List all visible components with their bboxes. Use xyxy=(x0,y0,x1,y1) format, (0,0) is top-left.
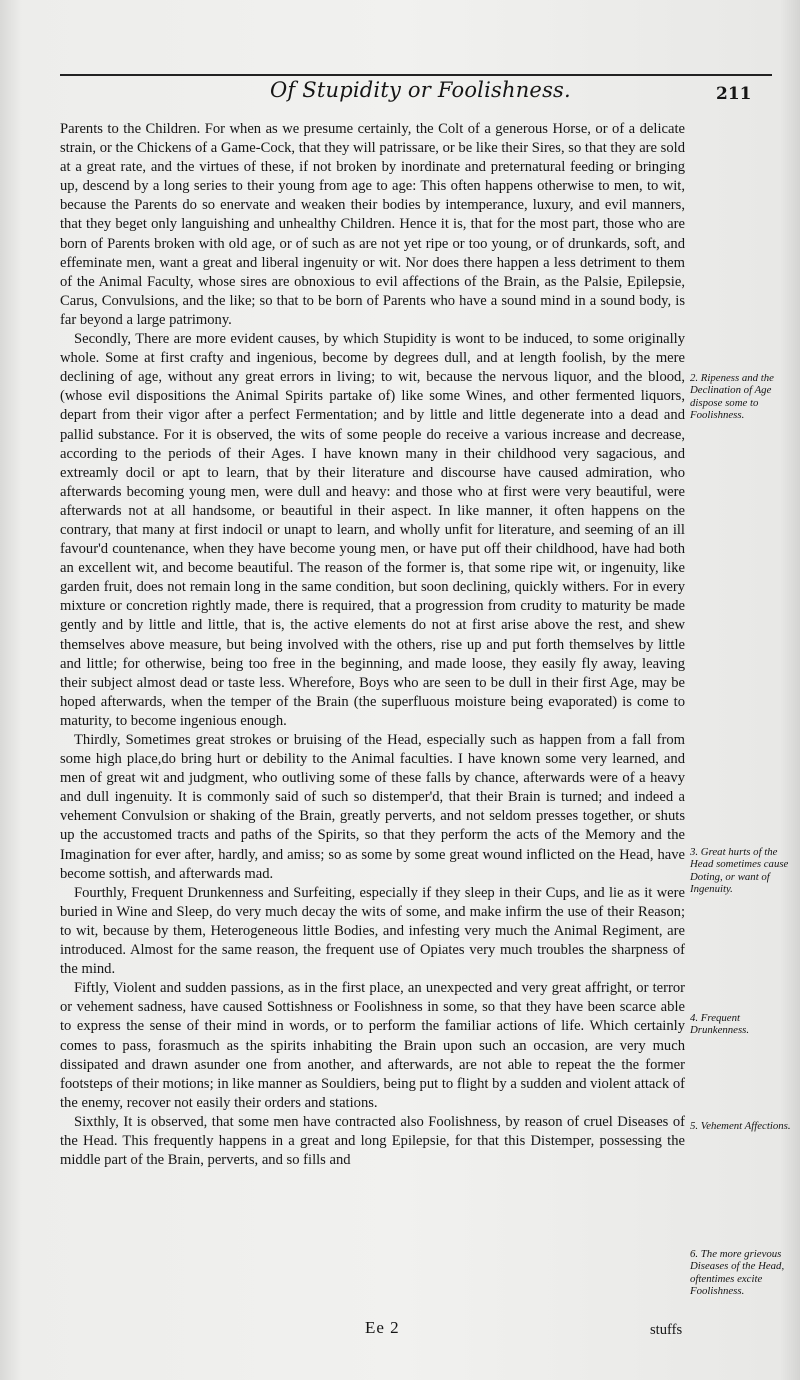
running-title: Of Stupidity or Foolishness. xyxy=(270,78,571,102)
paragraph-3: Thirdly, Sometimes great strokes or bruising of the Head, especially such as happen from a fall from some high place,do bring hurt or debility to the Animal faculties. I have known some very learned, and men of great wit and judgment, who outliving some of these falls by chance, afterwards were of a heavy and dull ingenuity. It is commonly said of such so distemper'd, that their Brain is turned; and indeed a vehement Convulsion or shaking of the Brain, greatly perverts, and not seldom presses together, or shuts up the accustomed tracts and paths of the Spirits, so that they perform the acts of the Memory and the Imagination for ever after, hardly, and amiss; so as some by some great wound inflicted on the Head, have become sottish, and afterwards mad. xyxy=(60,732,685,882)
margin-note-3: 3. Great hurts of the Head sometimes cause Doting, or want of Ingenuity. xyxy=(690,846,789,896)
catchword: stuffs xyxy=(650,1322,683,1338)
page-number: 211 xyxy=(716,84,752,104)
header-rule xyxy=(60,74,772,76)
paragraph-5: Fiftly, Violent and sudden passions, as in the first place, an unexpected and very great affright, or terror or vehement sadness, have caused Sottishness or Foolishness in some, so that they have been scarce able to express the sense of their mind in words, or to perform the familiar actions of life. Which certainly comes to pass, forasmuch as the spirits inhabiting the Brain upon such an occasion, are very much dissipated and drawn asunder one from another, and afterwards, are not able to repeat the the former footsteps of their motions; in like manner as Souldiers, being put to flight by a sudden and violent attack of the enemy, recover not easily their orders and stations. xyxy=(60,980,685,1111)
paragraph-4: Fourthly, Frequent Drunkenness and Surfeiting, especially if they sleep in their Cups, and lie as it were buried in Wine and Sleep, do very much decay the wits of some, and make infirm the use of their Reason; to wit, because by them, Heterogeneous little Bodies, and infesting very much the Animal Regiment, are introduced. Almost for the same reason, the frequent use of Opiates very much troubles the sharpness of the mind. xyxy=(60,884,685,978)
margin-note-5: 5. Vehement Affections. xyxy=(690,1120,791,1132)
margin-note-2: 2. Ripeness and the Declination of Age dispose some to Foolishness. xyxy=(690,372,774,422)
paragraph-6: Sixthly, It is observed, that some men have contracted also Foolishness, by reason of cruel Diseases of the Head. This frequently happens in a great and long Epilepsie, for that this Distemper, possessing the middle part of the Brain, perverts, and so fills and xyxy=(60,1113,685,1169)
signature-mark: Ee 2 xyxy=(365,1318,400,1337)
margin-note-4: 4. Frequent Drunkenness. xyxy=(690,1012,750,1037)
paragraph-2: Secondly, There are more evident causes, by which Stupidity is wont to be induced, to some originally whole. Some at first crafty and ingenious, become by degrees dull, and at length foolish, by the mere declining of age, without any great errors in living; to wit, because the nervous liquor, and the blood, (whose evil dispositions the Animal Spirits partake of) like some Wines, and other fermented liquors, depart from their vigor after a perfect Fermentation; and by little and little degenerate into a dead and pallid substance. For it is observed, the wits of some people do receive a various increase and decrease, according to the periods of their Ages. I have known many in their childhood very sagacious, and extreamly docil or apt to learn, that by their literature and discourse have caused admiration, who afterwards becoming young men, were dull and heavy: and those who at first were very beautiful, were afterwards not at all handsome, or beautiful in their aspect. In like manner, it often happens on the contrary, that many at first indocil or unapt to learn, and wholly unfit for literature, and seeming of an ill favour'd countenance, when they have become young men, or have put off their childhood, have had both an excellent wit, and become beautiful. The reason of the former is, that some ripe wit, or ingenuity, like garden fruit, does not remain long in the same condition, but soon declining, quickly withers. For in every mixture or concretion rightly made, there is required, that a progression from crudity to maturity be made gently and by little and little, that is, the active elements do not at first arise above the rest, and shew themselves above measure, but being involved with the others, rise up and put forth themselves by little and little; for otherwise, being too free in the beginning, and made loose, they easily fly away, leaving their subject almost dead or taste less. Wherefore, Boys who are seen to be dull in their first Age, may be hoped afterwards, when the temper of the Brain (the superfluous moisture being evaporated) is come to maturity, to become ingenious enough. xyxy=(60,331,685,729)
margin-note-6: 6. The more grievous Diseases of the Head, oftentimes excite Foolishness. xyxy=(690,1248,785,1298)
paragraph-1: Parents to the Children. For when as we presume certainly, the Colt of a generous Horse, or of a delicate strain, or the Chickens of a Game-Cock, that they will patrissare, or be like their Sires, so that they are sold at a great rate, and the virtues of these, if not broken by inordinate and preternatural feeding or bringing up, descend by a long series to their young from age to age: This often happens otherwise to men, to wit, because the Parents do so enervate and weaken their bodies by intemperance, luxury, and evil manners, that they beget only languishing and unhealthy Children. Hence it is, that for the most part, those who are born of Parents broken with old age, or of such as are not yet ripe or too young, or of drunkards, soft, and effeminate men, want a great and liberal ingenuity or wit. Nor does there happen a less detriment to them of the Animal Faculty, whose sires are obnoxious to evil affections of the Brain, as the Palsie, Epilepsie, Carus, Convulsions, and the like; so that to be born of Parents who have a sound mind in a sound body, is far beyond a large patrimony. xyxy=(60,121,685,328)
main-text-column xyxy=(60,120,685,1170)
